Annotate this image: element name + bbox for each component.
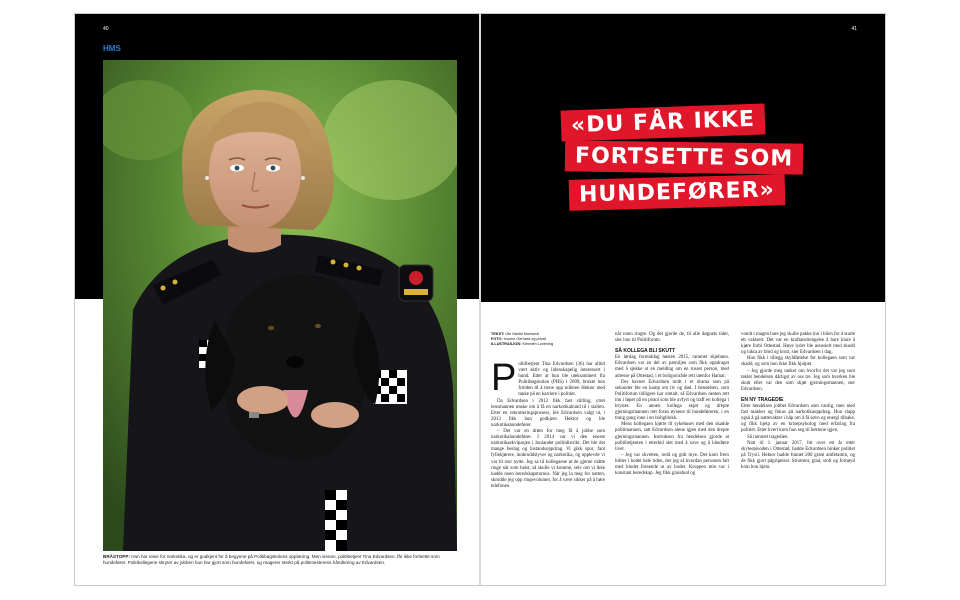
paragraph: olitibetjent Tina Edvardsen (36) har alltid vært aktiv og lidenskapelig interessert i hund. Etter at hun ble uteksaminert fra Politihøgskolen (PHS) i 2009, brukte hun fritiden til å trene opp tolleren Hektor med tanke på en karriere i politiet. xyxy=(518,362,605,398)
paragraph: – Jeg var skvetten, redd og gråt mye. Det kom frem bilder i hodet hele tiden, der jeg så hvordan personen falt med blodet fossende ut av hodet. Kroppen min var i konstant beredskap. Jeg fikk glasshud og xyxy=(615,452,729,477)
paragraph: En lørdag formiddag høsten 2015, rammet skjebnen. Edvardsen var en del av patruljen som fikk oppdraget med å sjekke ut en melding om en russet person, med adresse på Ottestad, i et boligområde rett utenfor Hamar. xyxy=(615,355,729,379)
caption-label: BRÅSTOPP: xyxy=(103,554,130,559)
paragraph: – Jeg gjorde meg tanker om hvorfor det var jeg som taklet hendelsen dårligst av oss tre. Jeg som hverken ble skutt eller var den som skjøt gjerningsmannen, sier Edvardsen. xyxy=(741,368,855,392)
left-page-number: 40 xyxy=(103,26,109,32)
paragraph: Så rammet tragedien. xyxy=(747,434,789,440)
credit-text-label: TEKST: xyxy=(491,332,505,336)
paragraph: Etter hendelsen jobbet Edvardsen som vanlig, men med fast makker og fokus på narkotikaoppdrag. Hun slapp også å gå nattevakter i håp om å få søvn og energi tilbake, og fikk hjelp av en krisepsykolog med erfaring fra politiet. Etter hvert kom hun seg til hektene igjen. xyxy=(741,404,855,434)
paragraph: Da Edvardsen i 2012 fikk fast stilling, ytret lensmannen ønske om å få en narkotikahund til i stallen. Etter en rekrutteringsprosess, ble Edvardsen valgt ut, i 2013 fikk hun godkjent Hektor og ble narkotikahundefører. xyxy=(491,398,605,428)
photo-caption xyxy=(103,554,457,566)
paragraph: når noen ringte. Og det gjorde de, til alle døgnets tider, sier hun til Politiforum. xyxy=(615,332,729,344)
headline-line-2: FORTSETTE SOM xyxy=(565,140,804,174)
drop-cap: P xyxy=(491,357,517,399)
left-page xyxy=(75,14,479,585)
paragraph: Der havnet Edvardsen midt i et drama som på sekunder ble en kamp om liv og død. I hendelsen, som Politiforum tidligere har omtalt, så Edvardsen nesten rett inn i løpet på en pistol som ble avfyrt og traff en kollega i brystet. En annen kollega skjøt og drepte gjerningsmannen rett foran øynene til hundeføreren, i en trang gang inne i en boligblokk. xyxy=(615,379,729,422)
paragraph: – Det var en drøm for meg få å jobbe som narkotikahundefører. I 2014 var vi den eneste narkotikaekvipasjen i Innlandet politidistrikt. Det ble det mange beslag og bistandsoppdrag. Vi gikk spor, fant fyllekjørere, innbruddstyver og narkotika, og opplevde vi var til stor nytte. Jeg sa til kollegaene at de gjerne måtte ringe når som helst, så skulle vi komme, selv om vi ikke hadde noen beredskapsturnus. Når jeg la meg for natten, skrudde jeg opp ringevolumet, for å være sikker på å høre telefonen xyxy=(491,429,605,489)
body-column-2 xyxy=(615,332,729,477)
subheading: SÅ KOLLEGA BLI SKUTT xyxy=(615,348,676,355)
headline-line-1: «DU FÅR IKKE xyxy=(561,103,766,141)
caption-text: Hun har reise for narkotika, og er godkjent for å begynne på Politihøgskolens opplæring. Men vienen, politibetjent Tina Edvardsen, får ikke fortsette som hundefører. Politikollegene skryter av jobben hun har gjort som hundefører, og reagerer sterkt på politimesterens håndtering av Edvardsen. xyxy=(103,554,440,565)
subheading: EN NY TRAGEDIE xyxy=(741,396,784,403)
credit-photo-label: FOTO: xyxy=(491,337,503,341)
credit-text-value: Ole Martin Mortvedt xyxy=(505,332,539,336)
section-label: HMS xyxy=(103,44,121,53)
feature-photo xyxy=(103,60,457,551)
paragraph: Natt til 1. januar 2017, litt over ett år etter skyteepisoden i Ottestad, hadde Edvardsen hinket politiet på Trysil. Hektor hadde funnet 200 gram amfetamin, og de fikk gjort pågripelser. Strutrent, glad, stolt og fornøyd kom hun hjem. xyxy=(741,440,855,470)
credit-photo-value: Ivonne Gerhard og privat xyxy=(503,337,546,341)
headline xyxy=(561,107,811,212)
headline-line-3: HUNDEFØRER» xyxy=(569,174,786,211)
paragraph: Mens kollegaen kjørte til sykehuset med den skadde politimannen, satt Edvardsen alene igjen med den drepte gjerningsmannen. Instruksen fra hendelsen gjorde at politibetjenten i etterkid slet med å sove og å håndtere livet. xyxy=(615,422,729,452)
right-page xyxy=(481,14,885,585)
paragraph: vondt i magen bare jeg skulle pakke inn i bilen for å starte ett vaktsett. Det var en kraftanstrengelse å bare klare å kjøre forbi Ottestad. Høye lyder ble assosiert med skudd og lukta av blod og krutt, sier Edvardsen i dag. xyxy=(741,332,855,356)
body-column-3 xyxy=(741,332,855,471)
body-column-1 xyxy=(491,357,605,490)
right-page-number: 41 xyxy=(851,26,857,32)
magazine-spread xyxy=(75,14,885,585)
credit-illus-value: Kenneth Lovening xyxy=(522,342,554,346)
credit-illus-label: ILLUSTRASJON: xyxy=(491,342,522,346)
paragraph: Hun fikk i tillegg skyldfølelse for kollegaen som var skadd, og som hun ikke fikk hjulpet. xyxy=(741,356,855,368)
article-credits xyxy=(491,332,607,347)
